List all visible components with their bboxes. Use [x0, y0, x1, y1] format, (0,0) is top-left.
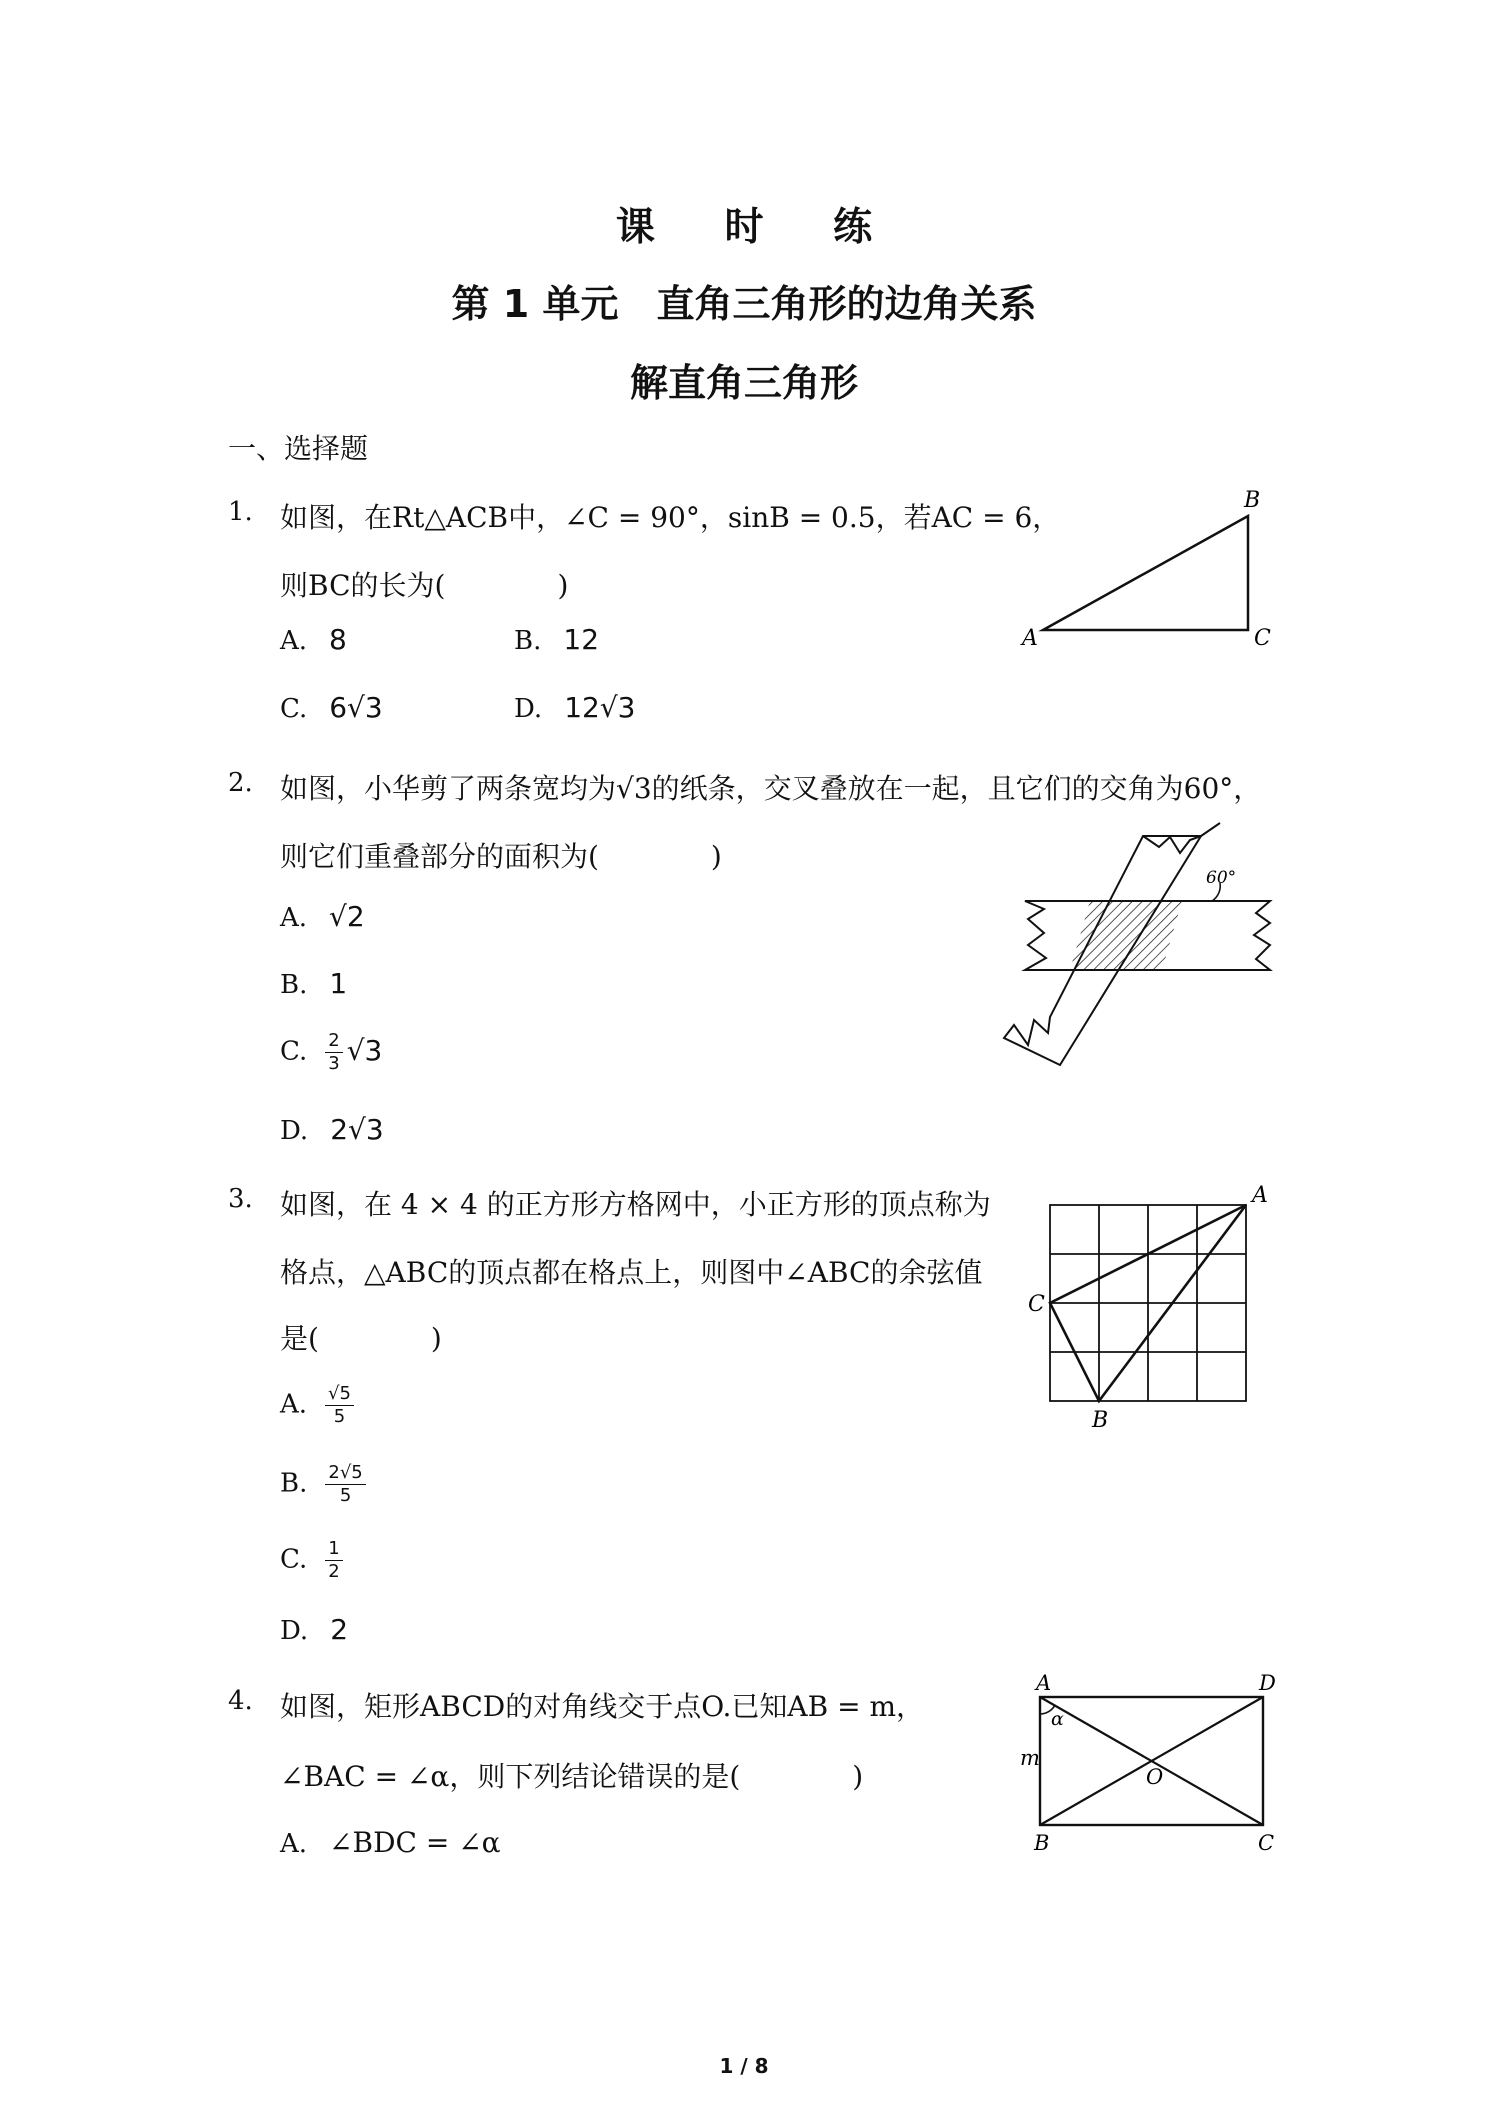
question-3-option-c[interactable]: [280, 1538, 343, 1583]
option-label: D.: [514, 694, 543, 724]
lesson-title: 解直角三角形: [629, 361, 858, 405]
vertex-label-a: A: [1252, 1183, 1268, 1208]
vertex-label-b: B: [1244, 488, 1261, 513]
vertex-label-b: B: [1034, 1831, 1050, 1855]
question-3-option-b[interactable]: [280, 1462, 366, 1507]
option-value: ∠BDC = ∠α: [329, 1826, 501, 1859]
vertex-label-a: A: [1036, 1671, 1052, 1695]
question-3-option-a[interactable]: [280, 1383, 354, 1428]
option-value: 12√3: [564, 691, 636, 724]
question-4-number: 4.: [228, 1686, 253, 1716]
option-value: 2√3: [330, 1113, 384, 1146]
question-2-stem-line-1: 如图，小华剪了两条宽均为√3的纸条，交叉叠放在一起，且它们的交角为60°，: [280, 772, 1262, 805]
vertex-label-c: C: [1254, 626, 1271, 651]
fraction-denominator: 2: [328, 1561, 340, 1582]
vertex-label-b: B: [1092, 1408, 1109, 1433]
strip-extension-line: [1201, 823, 1220, 836]
option-value: 8: [329, 623, 347, 656]
question-3-figure: [1030, 1185, 1300, 1435]
option-value: 2: [330, 1613, 349, 1646]
angle-label-alpha: α: [1051, 1708, 1064, 1730]
question-1-stem-line-2: 则BC的长为( ): [280, 569, 569, 602]
question-1-option-a[interactable]: [280, 623, 347, 656]
option-label: A.: [280, 1829, 308, 1859]
option-value: √2: [329, 900, 365, 933]
question-3-stem-line-1: 如图，在 4 × 4 的正方形方格网中，小正方形的顶点称为: [280, 1188, 991, 1221]
option-fraction: [325, 1462, 365, 1507]
question-2-option-c[interactable]: [280, 1030, 382, 1075]
option-label: D.: [280, 1116, 309, 1146]
vertex-label-a: A: [1022, 626, 1038, 651]
option-value: 6√3: [329, 691, 383, 724]
question-2-option-a[interactable]: [280, 900, 365, 933]
question-2-option-b[interactable]: [280, 967, 347, 1000]
question-2-figure: [1020, 835, 1290, 1075]
page-title: 课 时 练: [615, 205, 901, 250]
vertex-label-d: D: [1259, 1671, 1276, 1695]
question-1-option-c[interactable]: [280, 691, 383, 724]
option-label: A.: [280, 626, 308, 656]
section-heading: 一、选择题: [228, 432, 369, 465]
question-4-figure: [1010, 1672, 1290, 1862]
question-3-number: 3.: [228, 1184, 253, 1214]
question-1-option-b[interactable]: [514, 623, 599, 656]
question-2-number: 2.: [228, 768, 253, 798]
option-label: B.: [514, 626, 542, 656]
option-label: B.: [280, 1468, 308, 1499]
question-1-figure: [1020, 485, 1290, 655]
option-label: C.: [280, 1544, 308, 1575]
fraction-numerator: 2: [325, 1030, 342, 1053]
side-label-m: m: [1020, 1746, 1040, 1770]
vertex-label-c: C: [1258, 1831, 1275, 1855]
fraction-denominator: 3: [328, 1053, 340, 1074]
fraction-denominator: 5: [333, 1406, 346, 1427]
question-2-option-d[interactable]: [280, 1113, 384, 1146]
question-1-option-d[interactable]: [514, 691, 635, 724]
option-fraction: [325, 1030, 342, 1075]
vertex-label-c: C: [1028, 1292, 1045, 1317]
center-label-o: O: [1146, 1765, 1164, 1789]
option-label: A.: [280, 1389, 308, 1420]
option-label: B.: [280, 970, 308, 1000]
question-4-option-a[interactable]: [280, 1826, 501, 1859]
fraction-numerator: 1: [325, 1538, 342, 1561]
question-2-stem-line-2: 则它们重叠部分的面积为( ): [280, 840, 722, 873]
question-3-option-d[interactable]: [280, 1613, 348, 1646]
unit-title: 第 1 单元 直角三角形的边角关系: [451, 282, 1037, 326]
option-label: C.: [280, 694, 308, 724]
fraction-numerator: 2√5: [325, 1462, 365, 1485]
question-3-stem-line-2: 格点，△ABC的顶点都在格点上，则图中∠ABC的余弦值: [280, 1256, 983, 1289]
option-label: D.: [280, 1616, 309, 1646]
option-label: A.: [280, 903, 308, 933]
fraction-numerator: √5: [325, 1383, 354, 1406]
grid-4x4: [1050, 1205, 1246, 1401]
option-label: C.: [280, 1036, 308, 1067]
question-4-stem-line-2: ∠BAC = ∠α，则下列结论错误的是( ): [280, 1760, 864, 1793]
option-fraction: [325, 1383, 354, 1428]
option-fraction: [325, 1538, 342, 1583]
option-value: √3: [346, 1033, 383, 1067]
question-1-stem-line-1: 如图，在Rt△ACB中，∠C = 90°，sinB = 0.5，若AC = 6，: [280, 501, 1061, 534]
option-value: 1: [329, 967, 348, 1000]
fraction-denominator: 5: [339, 1485, 352, 1506]
question-4-stem-line-1: 如图，矩形ABCD的对角线交于点O.已知AB = m，: [280, 1690, 925, 1723]
question-3-stem-line-3: 是( ): [280, 1322, 442, 1355]
question-1-number: 1.: [228, 497, 253, 527]
page-number: 1 / 8: [719, 2054, 769, 2078]
option-value: 12: [563, 623, 600, 656]
right-triangle-acb: [1043, 516, 1248, 630]
angle-label: 60°: [1206, 868, 1237, 888]
